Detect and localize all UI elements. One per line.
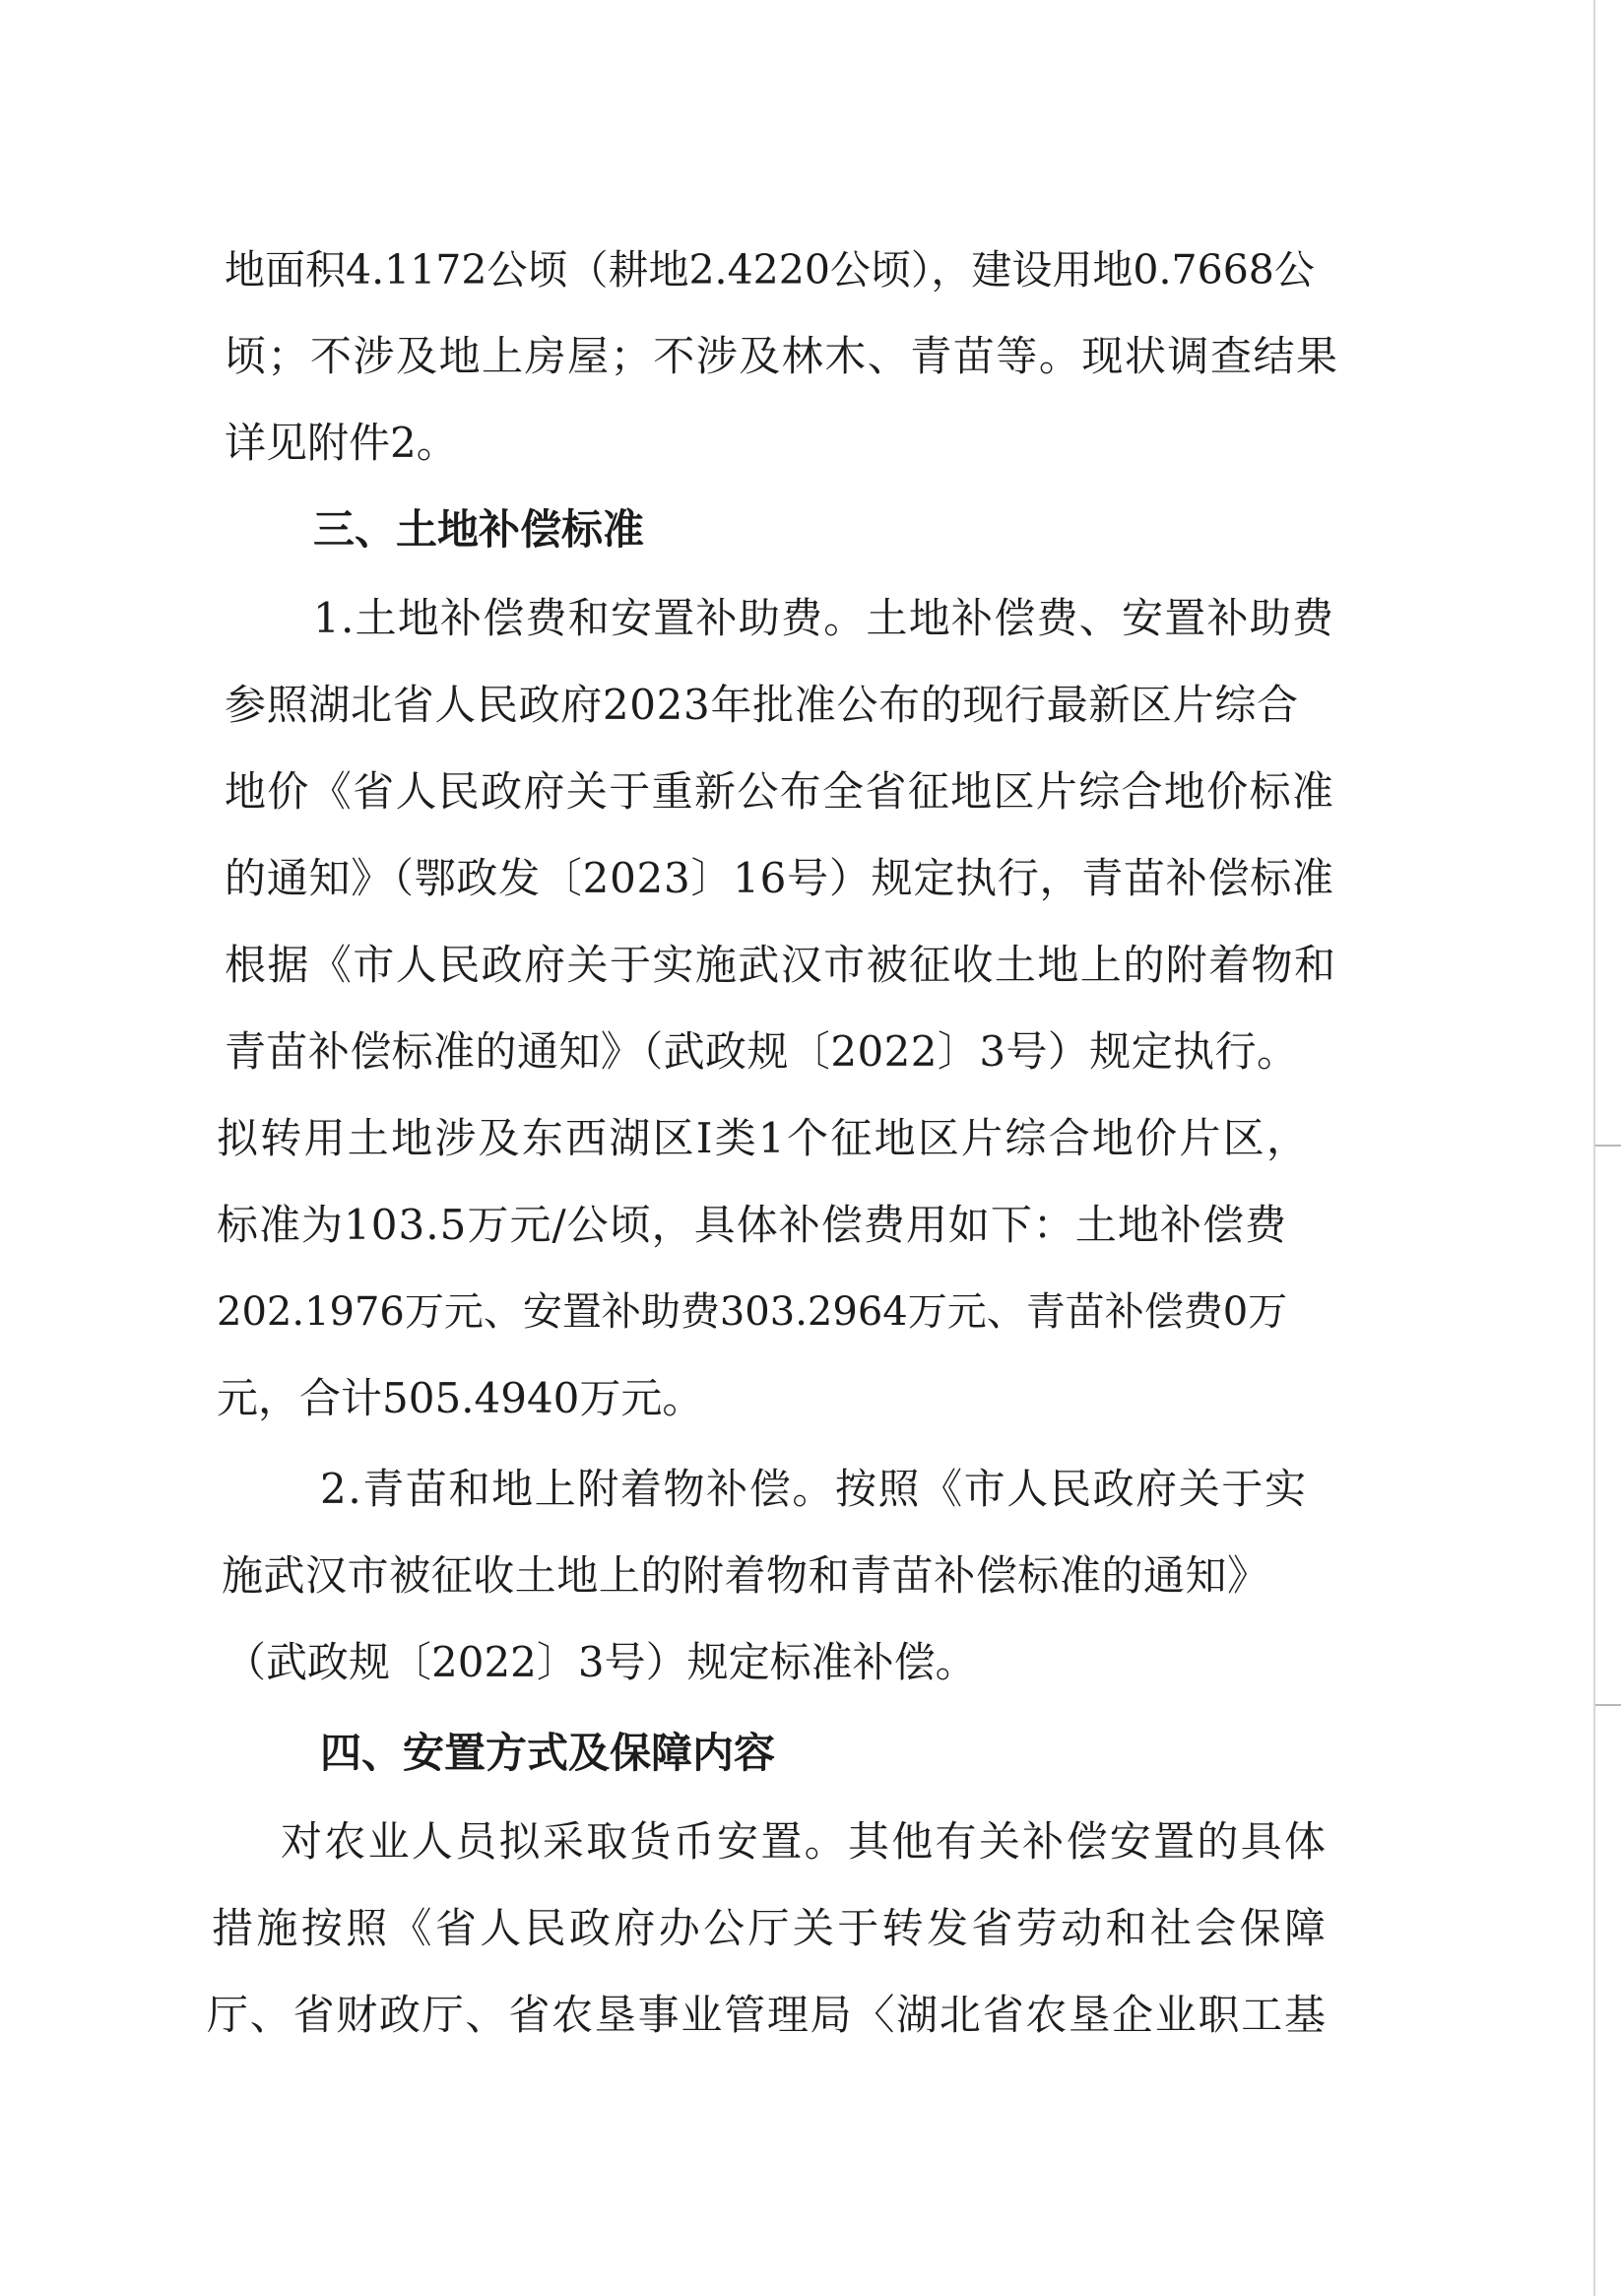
body-line-text: 地面积4.1172公顷（耕地2.4220公顷），建设用地0.7668公 — [225, 246, 1315, 294]
body-line — [212, 1901, 1329, 1956]
body-line-text: 元，合计505.4940万元。 — [217, 1374, 704, 1422]
body-line-text: 对农业人员拟采取货币安置。其他有关补偿安置的具体 — [281, 1817, 1329, 1866]
body-line — [225, 851, 1334, 906]
body-line — [225, 1635, 977, 1690]
body-line-text: 根据《市人民政府关于实施武汉市被征收土地上的附着物和 — [225, 941, 1337, 989]
body-line — [207, 1988, 1328, 2043]
body-line-text: 2.青苗和地上附着物补偿。按照《市人民政府关于实 — [320, 1465, 1308, 1513]
body-line — [225, 938, 1336, 993]
body-line-text: 厅、省财政厅、省农垦事业管理局〈湖北省农垦企业职工基 — [207, 1991, 1328, 2039]
page-edge-line — [1593, 0, 1595, 2296]
body-line — [313, 591, 1334, 646]
section-heading-text: 四、安置方式及保障内容 — [320, 1729, 776, 1777]
page-edge-mark — [1595, 1145, 1621, 1147]
body-line — [281, 1814, 1328, 1870]
body-line-text: 的通知》（鄂政发〔2023〕16号）规定执行，青苗补偿标准 — [225, 854, 1334, 902]
body-line — [217, 1198, 1287, 1253]
body-line — [225, 242, 1315, 297]
body-line-text: 1.土地补偿费和安置补助费。土地补偿费、安置补助费 — [313, 594, 1335, 642]
body-line — [225, 416, 458, 471]
body-line-text: 顷；不涉及地上房屋；不涉及林木、青苗等。现状调查结果 — [225, 332, 1339, 380]
body-line-text: 地价《省人民政府关于重新公布全省征地区片综合地价标准 — [225, 767, 1335, 816]
body-line-text: 拟转用土地涉及东西湖区Ⅰ类1个征地区片综合地价片区， — [217, 1114, 1311, 1162]
body-line — [225, 678, 1299, 733]
body-line — [222, 1548, 1269, 1604]
body-line-text: 措施按照《省人民政府办公厅关于转发省劳动和社会保障 — [212, 1904, 1329, 1952]
body-line — [217, 1284, 1287, 1340]
body-line-text: 施武汉市被征收土地上的附着物和青苗补偿标准的通知》 — [222, 1551, 1269, 1600]
page-edge-mark — [1595, 1704, 1621, 1706]
section-heading-text: 三、土地补偿标准 — [313, 505, 645, 554]
body-line — [225, 1024, 1298, 1080]
body-line-text: 详见附件2。 — [225, 419, 458, 467]
section-heading — [313, 502, 644, 558]
body-line — [217, 1371, 703, 1426]
body-line-text: 青苗补偿标准的通知》（武政规〔2022〕3号）规定执行。 — [225, 1027, 1299, 1076]
body-line — [217, 1111, 1310, 1166]
body-line — [225, 764, 1334, 820]
body-line-text: （武政规〔2022〕3号）规定标准补偿。 — [225, 1638, 977, 1686]
body-line-text: 参照湖北省人民政府2023年批准公布的现行最新区片综合 — [225, 681, 1299, 729]
body-line — [320, 1462, 1308, 1517]
section-heading — [320, 1726, 775, 1781]
body-line-text: 202.1976万元、安置补助费303.2964万元、青苗补偿费0万 — [217, 1289, 1288, 1335]
body-line-text: 标准为103.5万元/公顷，具体补偿费用如下：土地补偿费 — [217, 1201, 1288, 1249]
body-line — [225, 329, 1339, 384]
